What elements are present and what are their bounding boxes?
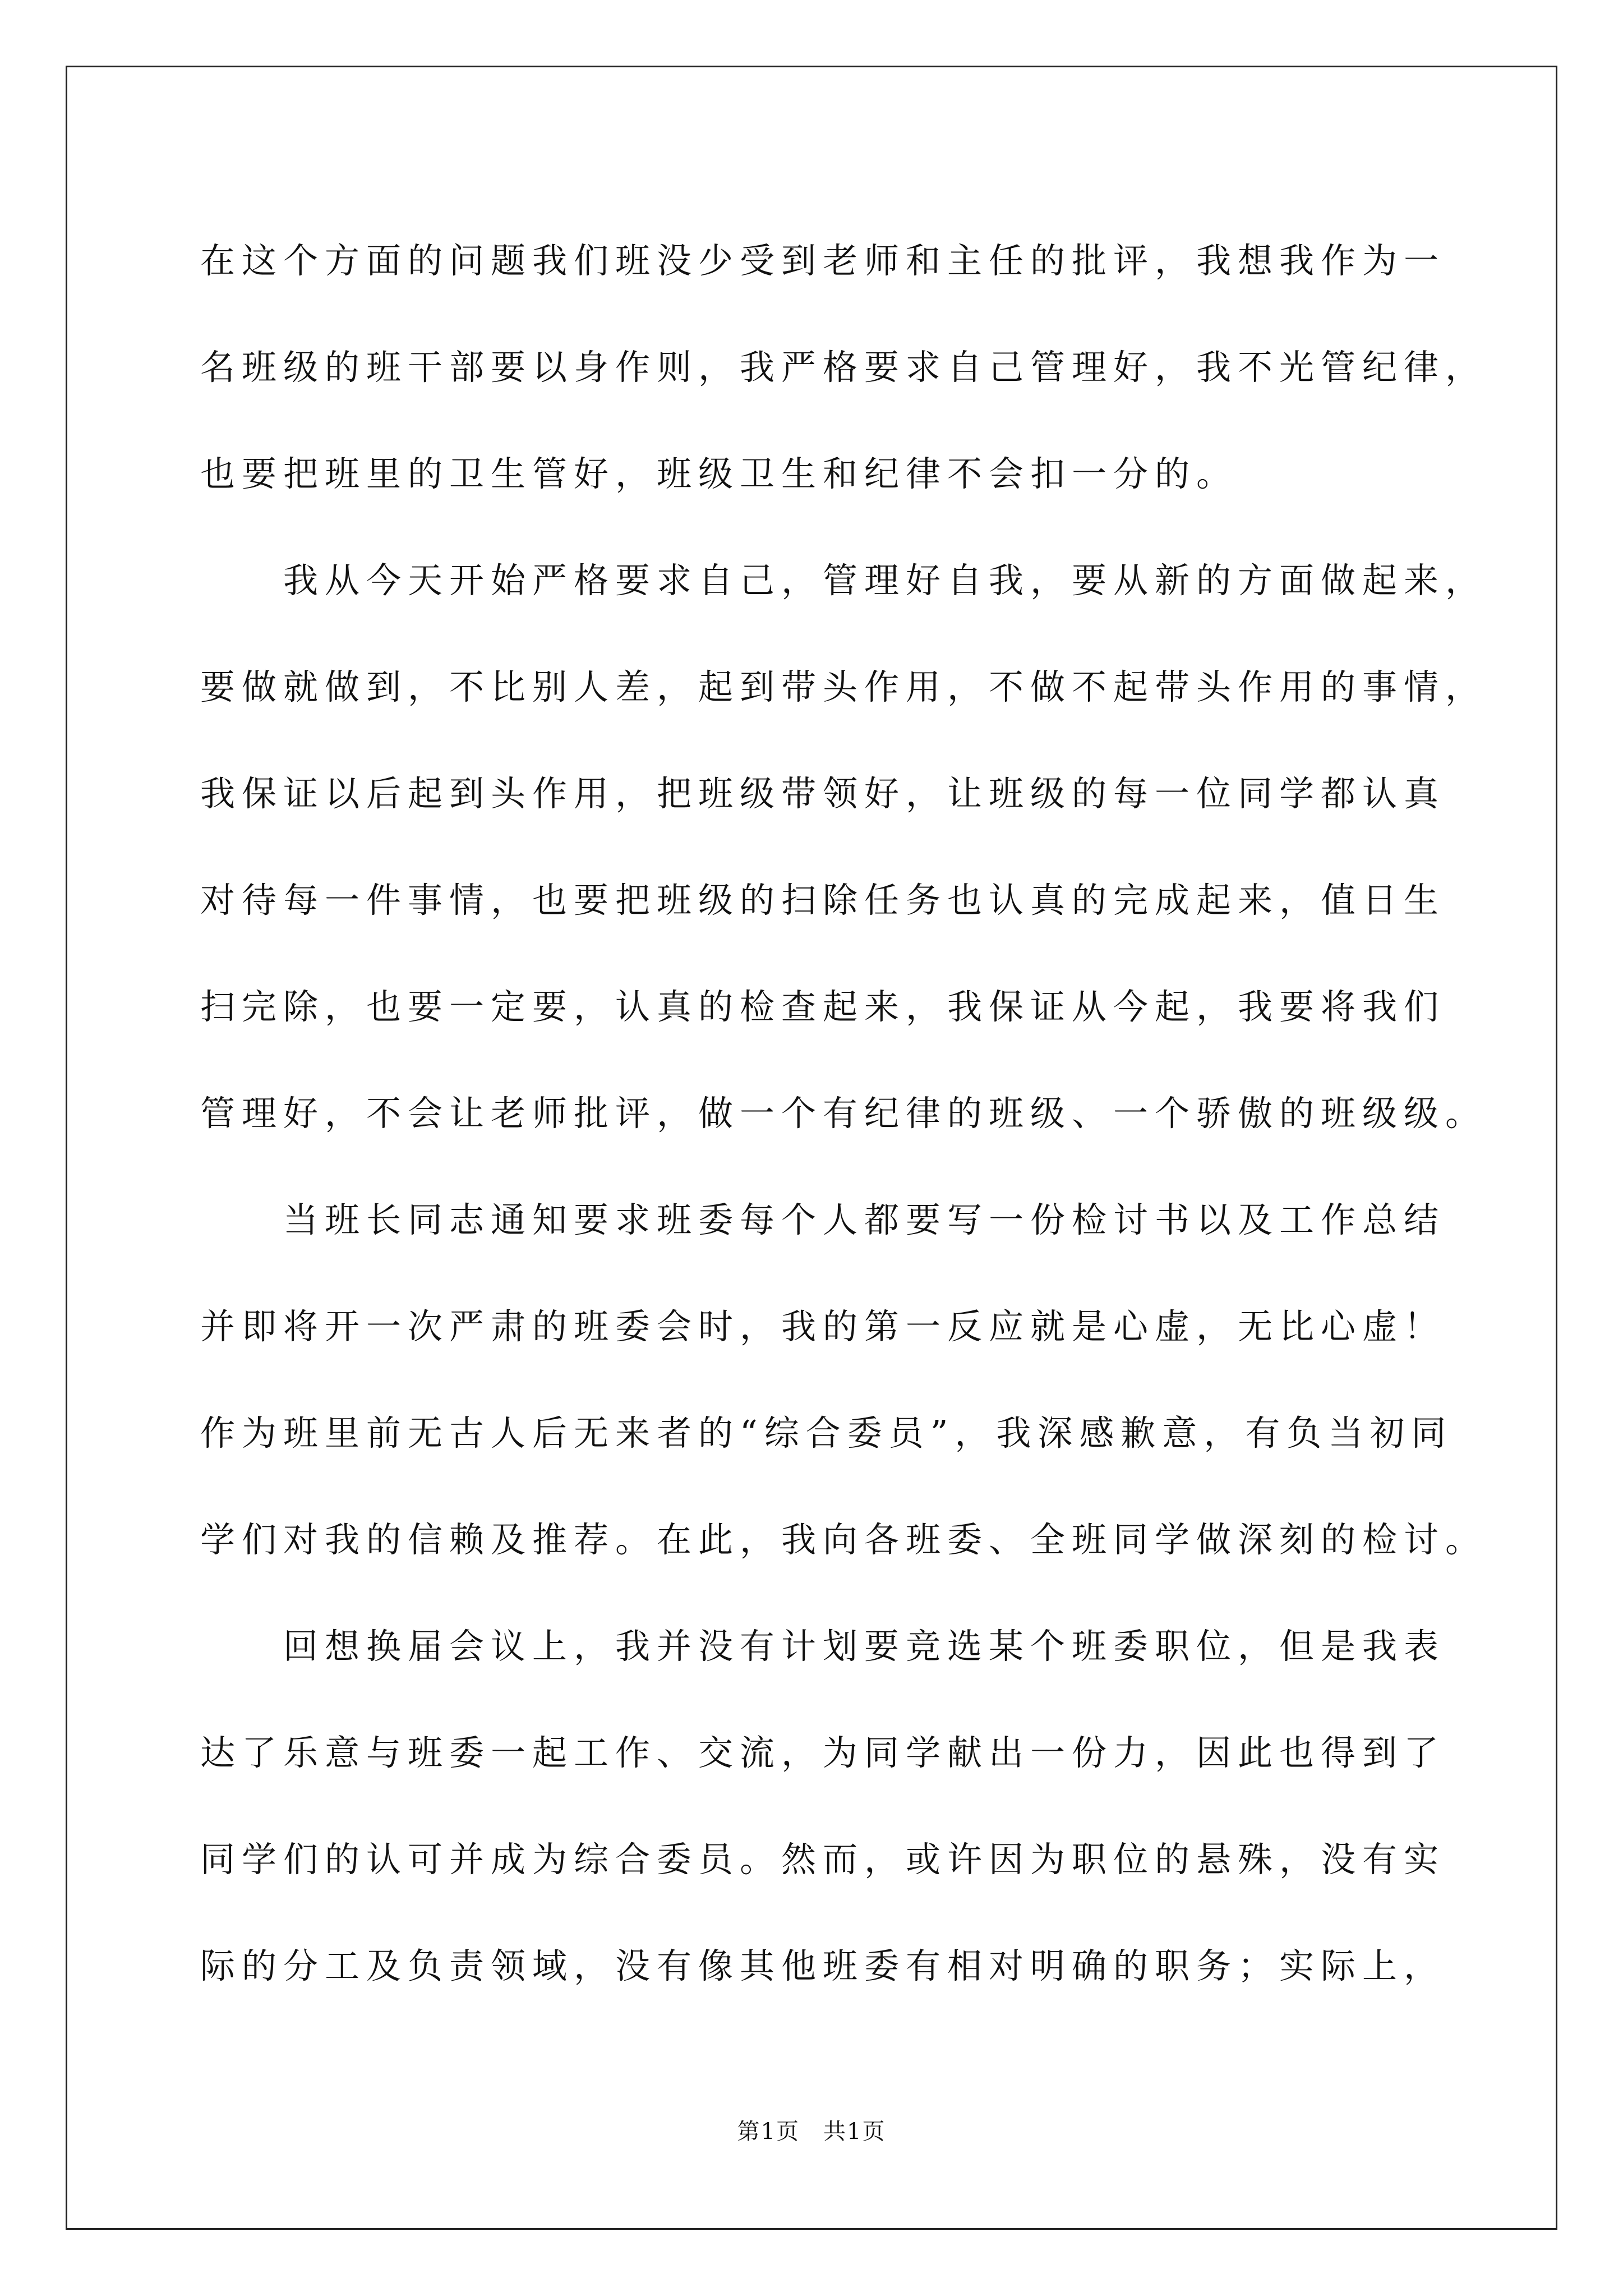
text-line: 要做就做到，不比别人差，起到带头作用，不做不起带头作用的事情，: [200, 666, 1487, 707]
text-line: 对待每一件事情，也要把班级的扫除任务也认真的完成起来，值日生: [200, 880, 1446, 921]
text-line: 学们对我的信赖及推荐。在此，我向各班委、全班同学做深刻的检讨。: [200, 1519, 1487, 1560]
text-line: 扫完除，也要一定要，认真的检查起来，我保证从今起，我要将我们: [200, 986, 1446, 1027]
page-number-footer: 第1页 共1页: [737, 2119, 886, 2145]
text-line: 回想换届会议上，我并没有计划要竞选某个班委职位，但是我表: [200, 1626, 1446, 1667]
text-line: 同学们的认可并成为综合委员。然而，或许因为职位的悬殊，没有实: [200, 1839, 1446, 1880]
text-line: 并即将开一次严肃的班委会时，我的第一反应就是心虚，无比心虚！: [200, 1306, 1446, 1347]
text-line: 名班级的班干部要以身作则，我严格要求自己管理好，我不光管纪律，: [200, 347, 1487, 388]
text-line: 我保证以后起到头作用，把班级带领好，让班级的每一位同学都认真: [200, 773, 1446, 814]
text-line: 也要把班里的卫生管好，班级卫生和纪律不会扣一分的。: [200, 453, 1238, 494]
document-body: [200, 208, 1487, 2019]
text-line: 际的分工及负责领域，没有像其他班委有相对明确的职务；实际上，: [200, 1945, 1446, 1986]
text-line: 在这个方面的问题我们班没少受到老师和主任的批评，我想我作为一: [200, 240, 1446, 281]
text-line: 作为班里前无古人后无来者的“综合委员”，我深感歉意，有负当初同: [200, 1412, 1453, 1453]
text-line: 我从今天开始严格要求自己，管理好自我，要从新的方面做起来，: [200, 560, 1487, 601]
text-line: 管理好，不会让老师批评，做一个有纪律的班级、一个骄傲的班级级。: [200, 1093, 1487, 1134]
text-line: 当班长同志通知要求班委每个人都要写一份检讨书以及工作总结: [200, 1199, 1446, 1240]
text-line: 达了乐意与班委一起工作、交流，为同学献出一份力，因此也得到了: [200, 1732, 1446, 1773]
